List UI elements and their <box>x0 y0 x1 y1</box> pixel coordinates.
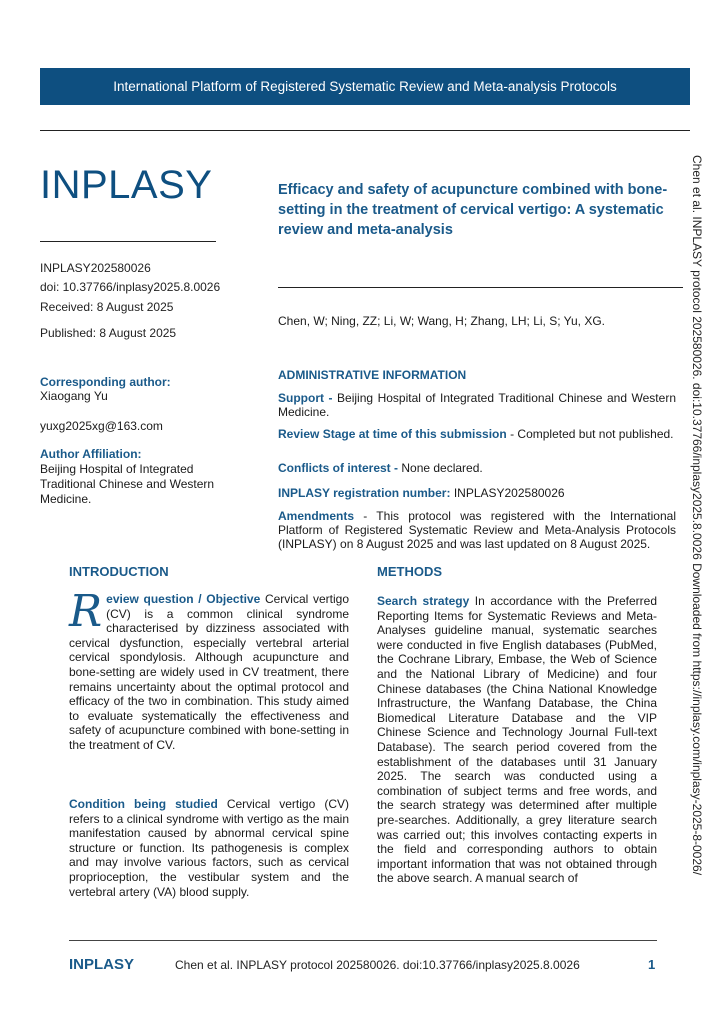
download-note-vertical: Chen et al. INPLASY protocol 202580026. doi:10.37766/inplasy2025.8.0026 Downloaded from https://inplasy.com/inplasy-2025-8-0026/ <box>690 155 704 876</box>
journal-banner: International Platform of Registered Systematic Review and Meta-analysis Protocols <box>40 68 690 105</box>
affiliation-label <box>40 447 240 462</box>
doi-link[interactable]: doi: 10.37766/inplasy2025.8.0026 <box>40 280 221 294</box>
registration-id: INPLASY202580026 <box>40 261 151 275</box>
author-list: Chen, W; Ning, ZZ; Li, W; Wang, H; Zhang, LH; Li, S; Yu, XG. <box>278 314 606 328</box>
review-question-paragraph <box>69 586 350 753</box>
condition-paragraph <box>69 797 349 899</box>
stage-label: Review Stage at time of this submission <box>278 427 507 441</box>
admin-stage <box>278 427 676 441</box>
received-date: Received: 8 August 2025 <box>40 300 174 314</box>
footer-brand: INPLASY <box>69 956 135 973</box>
conflicts-label: Conflicts of interest - <box>278 461 399 475</box>
admin-conflicts <box>278 461 676 475</box>
methods-heading: METHODS <box>377 564 442 579</box>
admin-support <box>278 391 676 419</box>
condition-text: Cervical vertigo (CV) refers to a clinical syndrome with vertigo as the main manifestation caused by abnormal cervical spine structure or function. Its pathogenesis is complex and may involve various factors, such as cervical proprioception, the vestibular system and the vertebral artery (VA) blood supply. <box>69 797 349 899</box>
corresponding-label <box>40 375 240 390</box>
affiliation-text: Beijing Hospital of Integrated Traditional Chinese and Western Medicine. <box>40 462 215 506</box>
search-strategy-label: Search strategy <box>377 594 470 608</box>
admin-heading: ADMINISTRATIVE INFORMATION <box>278 368 467 382</box>
support-text: Beijing Hospital of Integrated Traditional Chinese and Western Medicine. <box>278 391 676 419</box>
footer-citation: Chen et al. INPLASY protocol 202580026. doi:10.37766/inplasy2025.8.0026 <box>175 958 580 972</box>
search-strategy-paragraph <box>377 594 657 886</box>
amend-label: Amendments <box>278 509 355 523</box>
regnum-text: INPLASY202580026 <box>450 486 565 500</box>
admin-amendments <box>278 509 676 551</box>
condition-label: Condition being studied <box>69 797 218 811</box>
admin-regnum <box>278 486 676 500</box>
header-rule <box>40 130 690 131</box>
conflicts-text: None declared. <box>398 461 483 475</box>
paper-title: Efficacy and safety of acupuncture combined with bone-setting in the treatment of cervical vertigo: A systematic review and meta-analysis <box>278 182 668 238</box>
stage-text: - Completed but not published. <box>506 427 674 441</box>
drop-cap: R <box>69 586 103 637</box>
corresponding-label-text: Corresponding author: <box>40 375 171 389</box>
regnum-label: INPLASY registration number: <box>278 486 451 500</box>
title-rule <box>278 287 683 288</box>
review-question-label: eview question / Objective <box>106 592 261 606</box>
author-email[interactable]: yuxg2025xg@163.com <box>40 419 163 433</box>
published-date: Published: 8 August 2025 <box>40 326 177 340</box>
journal-logo: INPLASY <box>40 163 213 207</box>
support-label: Support - <box>278 391 333 405</box>
review-question-text: Cervical vertigo (CV) is a common clinical syndrome characterised by dizziness associated with cervical dysfunction, especially vertebral arterial cervical spondylosis. Although acupuncture and bone-setting are widely used in CV treatment, there remains uncertainty about the optimal protocol and efficacy of the two in combination. This study aimed to evaluate systematically the effectiveness and safety of acupuncture combined with bone-setting in the treatment of CV. <box>69 592 350 752</box>
footer-rule <box>69 940 657 941</box>
corresponding-name: Xiaogang Yu <box>40 389 108 403</box>
page-number: 1 <box>648 957 656 972</box>
introduction-heading: INTRODUCTION <box>69 564 169 579</box>
brand-rule <box>40 241 216 242</box>
search-strategy-text: In accordance with the Preferred Reporting Items for Systematic Reviews and Meta-Analyses guideline manual, systematic searches were conducted in five English databases (PubMed, the Cochrane Library, Embase, the Web of Science and the National Library of Medicine) and four Chinese databases (the China National Knowledge Infrastructure, the Wanfang Database, the China Biomedical Literature Database and the VIP Chinese Science and Technology Journal Full-text Database). The search period covered from the establishment of the databases until 31 January 2025. The search was conducted using a combination of subject terms and free words, and the search strategy was determined after multiple pre-searches. Additionally, a grey literature search was carried out; this involves contacting experts in the field and corresponding authors to obtain important information that was not obtained through the above search. A manual search of <box>377 594 657 886</box>
affiliation-label-text: Author Affiliation: <box>40 447 142 461</box>
amend-text: - This protocol was registered with the International Platform of Registered Systematic Review and Meta-Analysis Protocols (INPLASY) on 8 August 2025 and was last updated on 8 August 2025. <box>278 509 676 551</box>
